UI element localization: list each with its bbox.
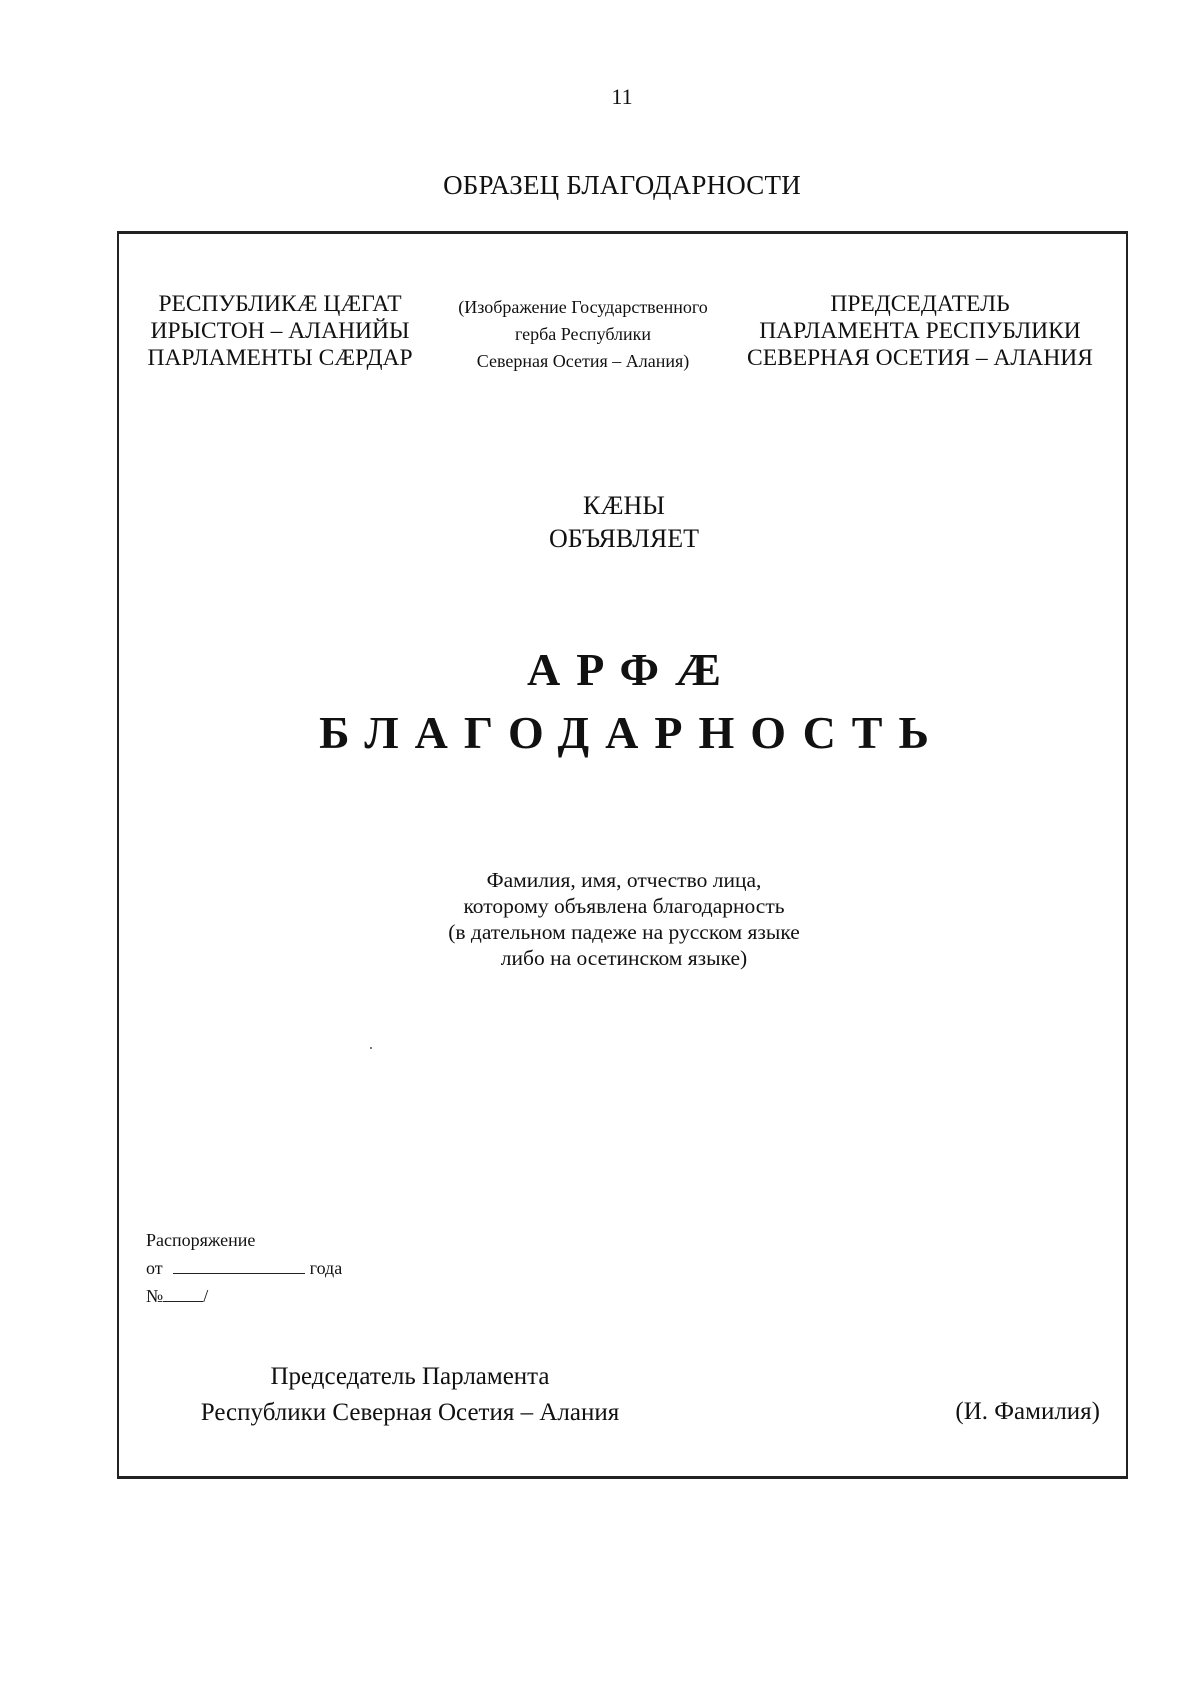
header-russian-title <box>720 291 1120 372</box>
title-line-ossetian: АРФӔ <box>526 644 738 695</box>
header-center-line: Северная Осетия – Алания) <box>476 351 690 371</box>
recipient-line: которому объявлена благодарность <box>463 894 785 918</box>
signature-position <box>140 1359 680 1431</box>
recipient-placeholder <box>0 867 1200 971</box>
order-year-label: года <box>309 1258 343 1278</box>
header-left-line: ИРЫСТОН – АЛАНИЙЫ <box>150 318 410 344</box>
recipient-line: (в дательном падеже на русском языке <box>448 920 800 944</box>
signature-position-line: Республики Северная Осетия – Алания <box>200 1399 620 1426</box>
scan-speck <box>370 1047 372 1049</box>
signature-name: (И. Фамилия) <box>955 1398 1100 1425</box>
order-number-row <box>146 1282 342 1310</box>
header-center-line: (Изображение Государственного <box>458 297 708 317</box>
header-ossetian-title <box>130 291 430 372</box>
order-date-blank <box>173 1257 305 1274</box>
header-emblem-placeholder <box>428 294 738 375</box>
order-from-label: от <box>146 1258 163 1278</box>
order-number-label: № <box>146 1286 164 1306</box>
recipient-line: Фамилия, имя, отчество лица, <box>486 868 762 892</box>
header-right-line: СЕВЕРНАЯ ОСЕТИЯ – АЛАНИЯ <box>747 345 1093 371</box>
order-reference <box>146 1226 342 1310</box>
header-left-line: ПАРЛАМЕНТЫ СӔРДАР <box>147 345 413 371</box>
announce-text <box>0 489 1200 555</box>
order-label: Распоряжение <box>146 1230 256 1250</box>
order-number-blank <box>163 1285 203 1302</box>
order-date-row <box>146 1254 342 1282</box>
signature-position-line: Председатель Парламента <box>270 1363 550 1390</box>
header-right-line: ПРЕДСЕДАТЕЛЬ <box>830 291 1010 317</box>
recipient-line: либо на осетинском языке) <box>500 946 748 970</box>
title-line-russian: БЛАГОДАРНОСТЬ <box>319 707 945 758</box>
document-title: ОБРАЗЕЦ БЛАГОДАРНОСТИ <box>443 170 801 200</box>
header-left-line: РЕСПУБЛИКӔ ЦӔГАТ <box>158 291 402 317</box>
announce-line: ОБЪЯВЛЯЕТ <box>549 524 699 553</box>
gratitude-title <box>0 638 1200 764</box>
header-center-line: герба Республики <box>514 324 652 344</box>
order-number-separator: / <box>203 1286 209 1306</box>
page-number: 11 <box>611 84 633 109</box>
header-right-line: ПАРЛАМЕНТА РЕСПУБЛИКИ <box>759 318 1081 344</box>
announce-line: КӔНЫ <box>583 491 665 520</box>
